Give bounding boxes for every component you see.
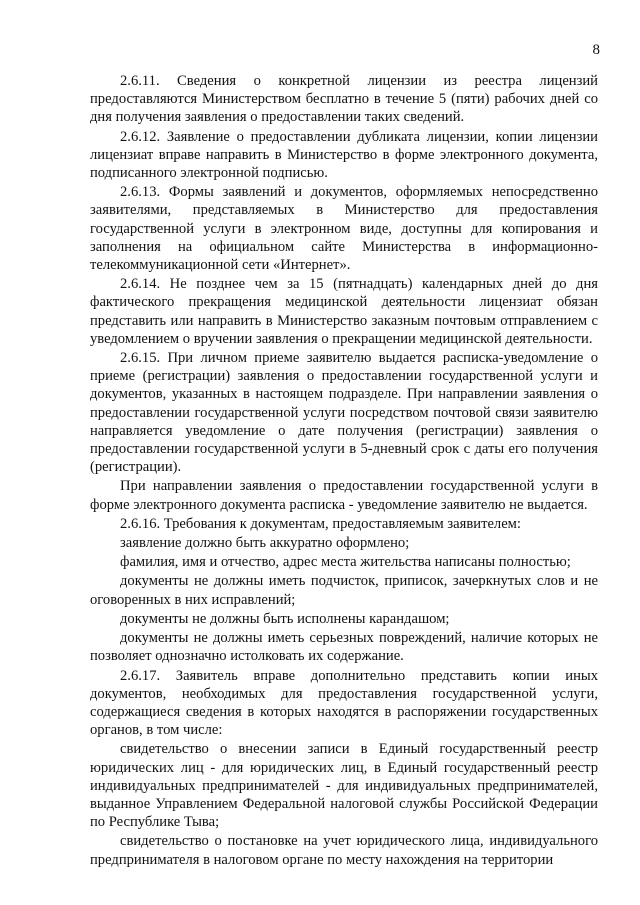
page-number: 8 [592,42,600,58]
paragraph-2-6-17: 2.6.17. Заявитель вправе дополнительно представить копии иных документов, необходимых для предоставления государственной услуги, содержащиеся сведения в которых находятся в распоряжении государственных органов, в том числе: [90,667,598,739]
paragraph-2-6-12: 2.6.12. Заявление о предоставлении дубликата лицензии, копии лицензии лицензиат вправе направить в Министерство в форме электронного документа, подписанного электронной подписью. [90,128,598,182]
requirement-item: документы не должны иметь серьезных повреждений, наличие которых не позволяет однозначно истолковать их содержание. [90,630,598,665]
paragraph-2-6-11: 2.6.11. Сведения о конкретной лицензии из реестра лицензий предоставляются Министерством бесплатно в течение 5 (пяти) рабочих дней со дня получения заявления о предоставлении таких сведений. [90,73,598,126]
requirement-item: заявление должно быть аккуратно оформлено; [120,535,410,552]
paragraph-2-6-13: 2.6.13. Формы заявлений и документов, оформляемых непосредственно заявителями, представляемых в Министерство для предоставления государственной услуги в электронном виде, доступны для копирования и заполнения на официальном сайте Министерства в информационно-телекоммуникационной сети «Интернет». [90,184,598,274]
document-list-item: свидетельство о постановке на учет юридического лица, индивидуального предпринимателя в налоговом органе по месту нахождения на территории [90,833,598,868]
requirement-item: документы не должны иметь подчисток, приписок, зачеркнутых слов и не оговоренных в них исправлений; [90,573,598,608]
paragraph-2-6-15: 2.6.15. При личном приеме заявителю выдается расписка-уведомление о приеме (регистрации) заявления о предоставлении государственной услуги и документов, указанных в настоящем подразделе. При направлении заявления о предоставлении государственной услуги посредством почтовой связи заявителю направляется уведомление о дате получения (регистрации) заявления о предоставлении государственной услуги в 5-дневный срок с даты его получения (регистрации). [90,350,598,476]
paragraph-2-6-14: 2.6.14. Не позднее чем за 15 (пятнадцать) календарных дней до дня фактического прекращения медицинской деятельности лицензиат обязан представить или направить в Министерство заказным почтовым отправлением с уведомлением о вручении заявления о прекращении медицинской деятельности. [90,276,598,347]
document-list-item: свидетельство о внесении записи в Единый государственный реестр юридических лиц - для юридических лиц, в Единый государственный реестр индивидуальных предпринимателей - для индивидуальных предпринимателей, выданное Управлением Федеральной налоговой службы Российской Федерации по Республике Тыва; [90,741,598,831]
paragraph-2-6-16: 2.6.16. Требования к документам, предоставляемым заявителем: [120,515,521,532]
requirement-item: документы не должны быть исполнены карандашом; [120,610,450,627]
requirement-item: фамилия, имя и отчество, адрес места жительства написаны полностью; [120,554,571,571]
document-body [90,72,598,870]
paragraph-electronic-form: При направлении заявления о предоставлении государственной услуги в форме электронного документа расписка - уведомление заявителю не выдается. [90,478,598,513]
